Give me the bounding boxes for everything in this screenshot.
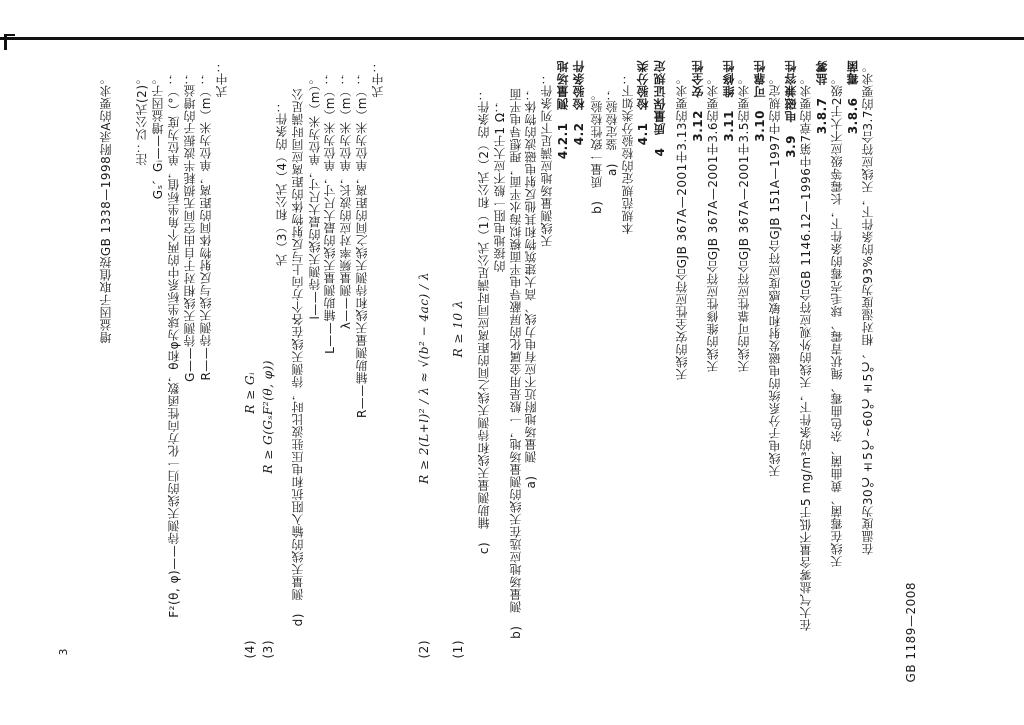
text-line: 天线的可靠性应符合GJB 367A—2001中3.5的要求。 <box>737 72 751 373</box>
section-heading: 3.8.6 霉菌 <box>846 60 860 135</box>
section-heading: 3.10 可靠性 <box>753 60 767 142</box>
text-line: 天线测量场地应满足下列条件： <box>540 72 554 247</box>
text-line: a) 测量场地附近不应有电力线、高大建筑物和其他反射电磁波的物体； <box>524 88 538 489</box>
section-heading: 3.12 安全性 <box>691 60 705 142</box>
text-line: 天线在霉菌、黄曲菌、杂色曲霉、绳状青霉、球毛壳霉的条件下，长霉等级应不大于2级。 <box>830 72 844 568</box>
text-line: c) 辅助测量天线和待测天线之间的距离应同时满足公式（1）和公式（2）的条件： <box>477 88 491 555</box>
text-line: 的接地电阻一般不应大于1 Ω； <box>493 100 507 273</box>
formula-expression: R ≥ 10 λ <box>451 300 465 358</box>
formula-number: (1) <box>451 640 465 659</box>
text-line: Gₛ、Gᵢ——增益因子。 <box>151 72 165 200</box>
text-line: 式中： <box>215 60 229 98</box>
formula-number: (2) <box>417 640 431 659</box>
text-line: F²(θ, φ)——待测天线的归一化方向性函数，θ和φ为球坐标系中的两个角坐标值，单位为度（°）； <box>167 72 181 618</box>
section-heading: 4.2 检验条件 <box>572 60 586 146</box>
text-line: 在温度为30℃±5℃~60℃±5℃、相对湿度为93%的条件下，天线应符合3.7的要求。 <box>861 60 875 556</box>
text-line: R——待测天线与反射物体间的距离，单位为米（m）； <box>199 72 213 381</box>
standard-number: GB 1189—2008 <box>904 582 918 683</box>
section-heading: 3.9 电磁兼容性 <box>784 60 798 158</box>
text-line: 注：以公式(2)。 <box>135 72 149 166</box>
text-line: R——辅助测量天线和待测天线之间的距离，单位为米（m）； <box>355 72 369 419</box>
text-line: a) 鉴定检验； <box>605 88 619 177</box>
text-line: 本规范规定的检验分类如下： <box>621 72 635 235</box>
text-line: b) 测量场地应选在天线的测量场地，一般是用金属化的屏蔽导电平面模拟海水平面，理想导电平面 <box>509 88 523 639</box>
formula-number: (4) <box>243 640 257 659</box>
section-heading: 4 质量保证规定 <box>653 60 667 157</box>
text-line: 增益因子取值按GB 1338—1998附录A的要求。 <box>99 72 113 344</box>
text-line: 天线电子分系统的电磁发射和敏感度应符合GJB 151A—1997中的规定。 <box>768 72 782 478</box>
formula-expression: R ≥ G(GₛF²(θ, φ)) <box>261 360 275 474</box>
text-line: 式中： <box>371 60 385 98</box>
text-line: λ——测量频率对应的波长，单位为米（m）； <box>339 72 353 330</box>
formula-expression: R ≥ 2(L+l)² / λ ≈ √(b² − 4ac) / λ <box>417 272 431 484</box>
text-line: 在大气盐雾含量不低于5 mg/m³的条件下，天线的外观应符合GB 1146.12—1996中第7章的要求。 <box>799 72 813 631</box>
section-heading: 3.8.7 盐雾 <box>815 60 829 135</box>
section-heading: 3.11 维修性 <box>722 60 736 142</box>
formula-expression: R ≥ Gᵢ <box>243 372 257 414</box>
section-heading: 4.2.1 测量场地 <box>556 60 570 160</box>
text-line: d) 测量天线的输入阻抗和电压驻波比时，待测天线在各个方向上与反射物体的距离应同时满足公 <box>291 88 305 627</box>
text-line: G——待测天线相对于自由空间无损耗半波振子的增益； <box>183 72 197 382</box>
text-line: 天线的安全性应符合GJB 367A—2001中3.13的要求。 <box>675 72 689 381</box>
text-line: 式（3）和公式（4）的条件： <box>275 100 289 267</box>
page-number: 3 <box>57 648 70 656</box>
section-heading: 4.1 检验分类 <box>636 60 650 146</box>
text-line: 天线的维修性应符合GJB 367A—2001中3.6的要求。 <box>706 72 720 373</box>
formula-number: (3) <box>261 640 275 659</box>
text-line: l——待测天线的最大尺寸，单位为米（m）。 <box>308 72 322 320</box>
text-line: b) 质量一致性检验。 <box>590 88 604 214</box>
text-line: L——辅助测量天线的最大尺寸，单位为米（m）； <box>323 72 337 354</box>
